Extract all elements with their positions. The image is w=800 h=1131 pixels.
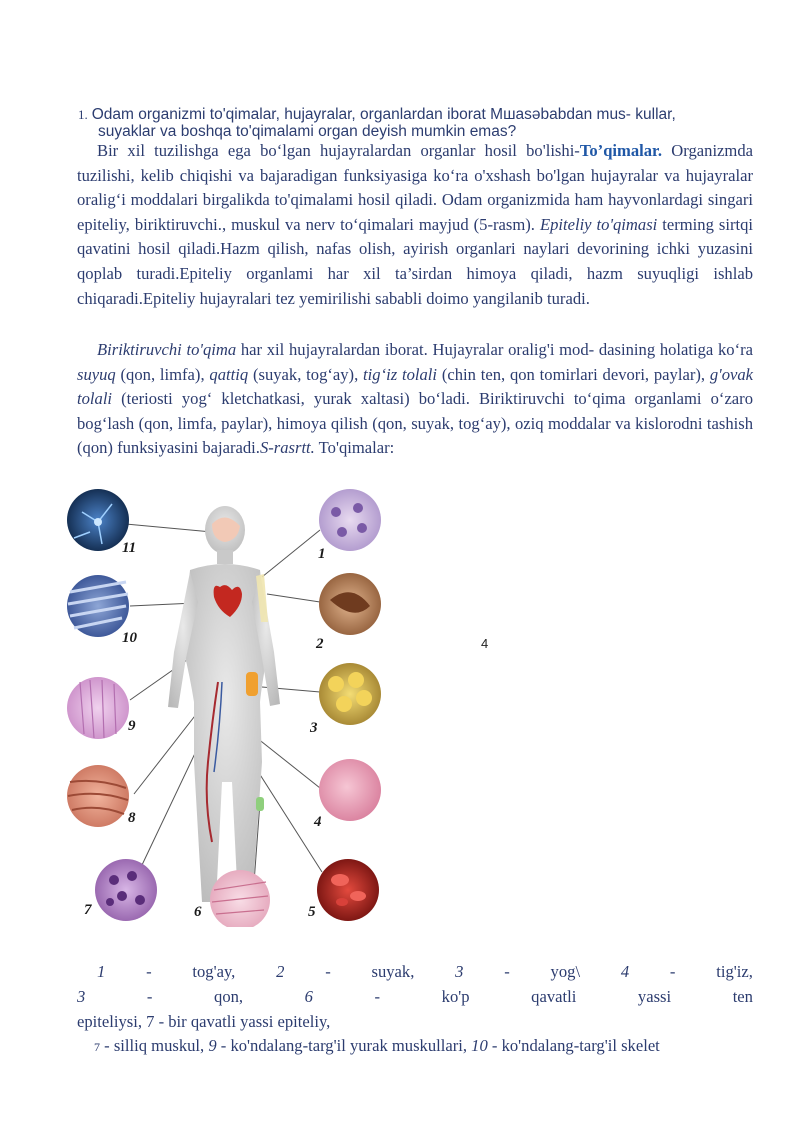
- fig-label-11: 11: [122, 540, 137, 556]
- tissues-figure: [62, 482, 392, 927]
- legend-dash: -: [374, 987, 381, 1006]
- paragraph-tissues: [77, 139, 753, 311]
- tissue-circle-4: [319, 759, 381, 821]
- figure-reference: S-rasrtt.: [259, 438, 315, 458]
- legend-num: 1: [97, 962, 106, 981]
- legend-text: qon,: [214, 987, 244, 1006]
- p2-text-5: (teriosti yog‘ kletchatkasi, yurak xaltasi) bo‘ladi. Biriktiruvchi to‘qima organlami o‘zaro bog‘lash (qon, limfa, paylar), himoya qilish (qon, suyak, tog‘ay), oziq moddalar va kislorodni tashish (qon) funksiyasini bajaradi.: [77, 389, 753, 458]
- fig-label-3: 3: [310, 720, 318, 736]
- fig-label-7: 7: [84, 902, 92, 918]
- term-qattiq: qattiq: [209, 364, 249, 384]
- legend-dash: -: [504, 962, 510, 981]
- page-number: 4: [481, 636, 489, 651]
- question-block: [78, 106, 754, 140]
- fig-label-10: 10: [122, 630, 137, 646]
- tissue-circle-5: [317, 859, 379, 921]
- legend-num: 2: [276, 962, 285, 981]
- p2-text-4: (chin ten, qon tomirlari devori, paylar),: [437, 364, 710, 384]
- tissue-circle-8: [67, 765, 129, 827]
- legend-text: - ko'ndalang-targ'il skelet: [487, 1036, 660, 1055]
- legend-text: - silliq muskul,: [100, 1036, 209, 1055]
- fig-label-9: 9: [128, 718, 136, 734]
- legend-text: ten: [732, 987, 753, 1006]
- legend-num: 4: [620, 962, 630, 981]
- term-govak: g'ovak tolali: [77, 364, 754, 409]
- fig-label-8: 8: [128, 810, 136, 826]
- legend-text: ko'p: [441, 987, 470, 1006]
- term-epiteliy: Epiteliy to'qimasi: [539, 214, 658, 234]
- legend-num: 7: [94, 1040, 100, 1054]
- fig-label-6: 6: [194, 904, 202, 920]
- question-line-2: suyaklar va boshqa to'qimalami organ deyish mumkin emas?: [98, 123, 517, 140]
- term-biriktiruvchi: Biriktiruvchi to'qima: [97, 340, 237, 359]
- term-tigiz: tig‘iz tolali: [363, 364, 438, 384]
- legend-row-2: [77, 985, 753, 1010]
- legend-text: tig'iz,: [716, 962, 753, 981]
- tissue-circle-1: [319, 489, 381, 551]
- tissue-circle-2: [319, 573, 381, 635]
- p1-text-3: terming sirtqi qavatini hosil qiladi.Hazm qilish, nafas olish, ayirish organlari naylari devorining ichki yuzasini qoplab turadi.Epiteliy organlami har xil ta’sirdan himoya qiladi, hazm suyuqligi ishlab chiqaradi.Epiteliy hujayralari tez yemirilishi sababli doimo yangilanib turadi.: [77, 214, 754, 308]
- p2-text-2: (qon, limfa),: [115, 364, 210, 384]
- legend-num: 6: [304, 987, 313, 1006]
- tissue-circle-6: [210, 870, 270, 927]
- question-number: 1.: [78, 107, 88, 122]
- p1-text-1: Bir xil tuzilishga ega bo‘lgan hujayralardan organlar hosil bo'lishi-: [97, 141, 580, 160]
- legend-text: - ko'ndalang-targ'il yurak muskullari,: [216, 1036, 472, 1055]
- fig-label-4: 4: [314, 814, 322, 830]
- legend-row-1: [77, 960, 753, 985]
- legend-num: 10: [471, 1036, 488, 1055]
- fig-label-1: 1: [318, 546, 326, 562]
- legend-num: 3: [455, 962, 464, 981]
- tissue-circle-10: [67, 575, 129, 637]
- legend-text: qavatli: [531, 987, 577, 1006]
- legend-num: 9: [208, 1036, 217, 1055]
- legend-dash: -: [146, 962, 152, 981]
- human-body-illustration: [168, 506, 280, 902]
- legend-dash: -: [146, 987, 153, 1006]
- p2-text-3: (suyak, tog‘ay),: [248, 364, 364, 384]
- legend-text: suyak,: [371, 962, 415, 981]
- legend-num: 3: [77, 987, 86, 1006]
- term-suyuq: suyuq: [77, 364, 116, 384]
- fig-label-5: 5: [308, 904, 316, 920]
- tissue-circle-7: [95, 859, 157, 921]
- p2-text-1: har xil hujayralardan iborat. Hujayralar oralig'i mod- dasining holatiga ko‘ra: [236, 340, 753, 359]
- legend-text: tog'ay,: [192, 962, 236, 981]
- tissue-circle-3: [319, 663, 381, 725]
- legend-row-3: epiteliysi, 7 - bir qavatli yassi epiteliy,: [77, 1012, 331, 1031]
- legend-dash: -: [325, 962, 331, 981]
- paragraph-connective: [77, 338, 753, 461]
- term-toqimalar: To’qimalar.: [579, 141, 663, 160]
- fig-label-2: 2: [316, 636, 324, 652]
- p1-text-2: Organizmda tuzilishi, kelib chiqishi va bajaradigan funksiyasiga ko‘ra o'xshash bo'lgan hujayralar va hujayralar oralig‘i moddalari birgalikda to'qimalami hosil qiladi. Odam organizmida ham hayvonlardagi singari epiteliy, biriktiruvchi., muskul va nerv to‘qimalari mayjud (5-rasm).: [77, 141, 753, 234]
- legend-text: yassi: [637, 987, 672, 1006]
- tissue-circle-11: [67, 489, 129, 551]
- question-line-1: Odam organizmi to'qimalar, hujayralar, organlardan iborat Mшasəbabdan mus- kullar,: [91, 106, 676, 123]
- legend-row-4: [94, 1034, 770, 1060]
- tissue-circle-9: [67, 677, 129, 739]
- legend-dash: -: [669, 962, 676, 981]
- legend-text: yog\: [550, 962, 581, 981]
- p2-text-6: To'qimalar:: [314, 438, 395, 458]
